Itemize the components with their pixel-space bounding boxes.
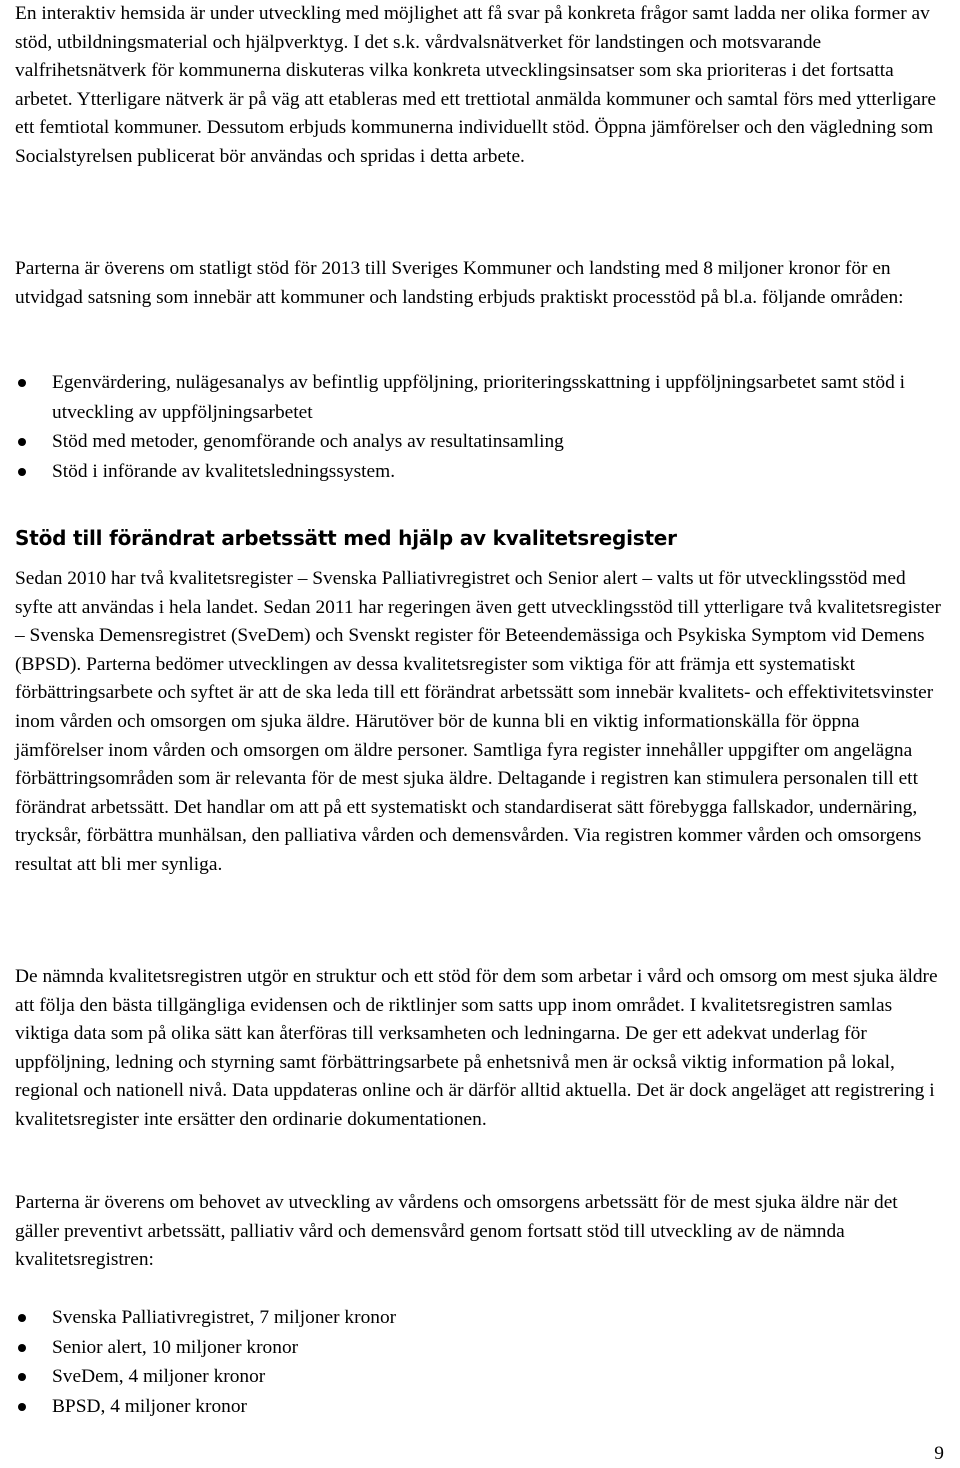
paragraph-quality-registers-intro: Sedan 2010 har två kvalitetsregister – Svenska Palliativregistret och Senior alert – valts ut för utvecklingsstöd med syfte att användas i hela landet. Sedan 2011 har regeringen även gett utvecklingsstöd till ytterligare två kvalitetsregister – Svenska Demensregistret (SveDem) och Svenskt register för Beteendemässiga och Psykiska Symptom vid Demens (BPSD). Parterna bedömer utvecklingen av dessa kvalitetsregister som viktiga för att främja ett systematiskt förbättringsarbete och syftet är att de ska leda till ett förändrat arbetssätt som innebär kvalitets- och effektivitetsvinster inom vården och omsorgen om sjuka äldre. Härutöver bör de kunna bli en viktig informationskälla för öppna jämförelser inom vården och omsorgen om äldre personer. Samtliga fyra register innehåller uppgifter om angelägna förbättringsområden som är relevanta för de mest sjuka äldre. Deltagande i registren kan stimulera personalen till ett förändrat arbetssätt. Det handlar om att på ett systematiskt och standardiserat sätt förebygga fallskador, undernäring, trycksår, förbättra munhälsan, den palliativa vården och demensvården. Via registren kommer vården och omsorgens resultat att bli mer synliga. [15,568,941,875]
paragraph-interactive-website: En interaktiv hemsida är under utveckling med möjlighet att få svar på konkreta frågor samt ladda ner olika former av stöd, utbildningsmaterial och hjälpverktyg. I det s.k. vårdvalsnätverket för landstingen och motsvarande valfrihetsnätverk för kommunerna diskuteras vilka konkreta utvecklingsinsatser som ska prioriteras i det fortsatta arbetet. Ytterligare nätverk är på väg att etableras med ett trettiotal anmälda kommuner och samtal förs med ytterligare ett femtiotal kommuner. Dessutom erbjuds kommunerna individuellt stöd. Öppna jämförelser och den vägledning som Socialstyrelsen publicerat bör användas och spridas i detta arbete. [15,3,937,167]
list-item-text: Svenska Palliativregistret, 7 miljoner kronor [52,1307,397,1328]
list-item [15,368,945,427]
bullet-icon [18,1344,26,1352]
list-item [15,427,945,457]
list-item [15,1362,945,1392]
bullet-icon [18,1373,26,1381]
bullet-icon [18,468,26,476]
bullet-list-support-areas [15,368,945,486]
bullet-icon [18,379,26,387]
paragraph-quality-registers-structure: De nämnda kvalitetsregistren utgör en struktur och ett stöd för dem som arbetar i vård och omsorg om mest sjuka äldre att följa den bästa tillgängliga evidensen och de riktlinjer som satts upp inom området. I kvalitetsregistren samlas viktiga data som på olika sätt kan återföras till verksamheten och ledningarna. De ger ett adekvat underlag för uppföljning, ledning och styrning samt förbättringsarbete på enhetsnivå men är också viktig information på lokal, regional och nationell nivå. Data uppdateras online och är därför alltid aktuella. Det är dock angeläget att registrering i kvalitetsregister inte ersätter den ordinarie dokumentationen. [15,966,938,1130]
bullet-icon [18,438,26,446]
list-item-text: SveDem, 4 miljoner kronor [52,1366,266,1387]
list-item-text: Stöd i införande av kvalitetsledningssystem. [52,460,396,482]
list-item [15,1333,945,1363]
bullet-icon [18,1314,26,1322]
section-heading: Stöd till förändrat arbetssätt med hjälp av kvalitetsregister [15,526,677,550]
paragraph-state-support-2013: Parterna är överens om statligt stöd för 2013 till Sveriges Kommuner och landsting med 8 miljoner kronor för en utvidgad satsning som innebär att kommuner och landsting erbjuds praktiskt processtöd på bl.a. följande områden: [15,258,904,308]
list-item [15,1303,945,1333]
list-item-text: Egenvärdering, nulägesanalys av befintlig uppföljning, prioriteringsskattning i uppföljningsarbetet samt stöd i utveckling av uppföljningsarbetet [52,372,906,423]
list-item [15,1392,945,1422]
list-item [15,457,945,487]
bullet-list-register-funding [15,1303,945,1421]
page-number: 9 [934,1443,944,1464]
bullet-icon [18,1403,26,1411]
list-item-text: Stöd med metoder, genomförande och analys av resultatinsamling [52,431,564,452]
list-item-text: Senior alert, 10 miljoner kronor [52,1336,299,1358]
paragraph-parties-agreement: Parterna är överens om behovet av utveckling av vårdens och omsorgens arbetssätt för de mest sjuka äldre när det gäller preventivt arbetssätt, palliativ vård och demensvård genom fortsatt stöd till utveckling av de nämnda kvalitetsregistren: [15,1192,898,1271]
list-item-text: BPSD, 4 miljoner kronor [52,1395,247,1417]
